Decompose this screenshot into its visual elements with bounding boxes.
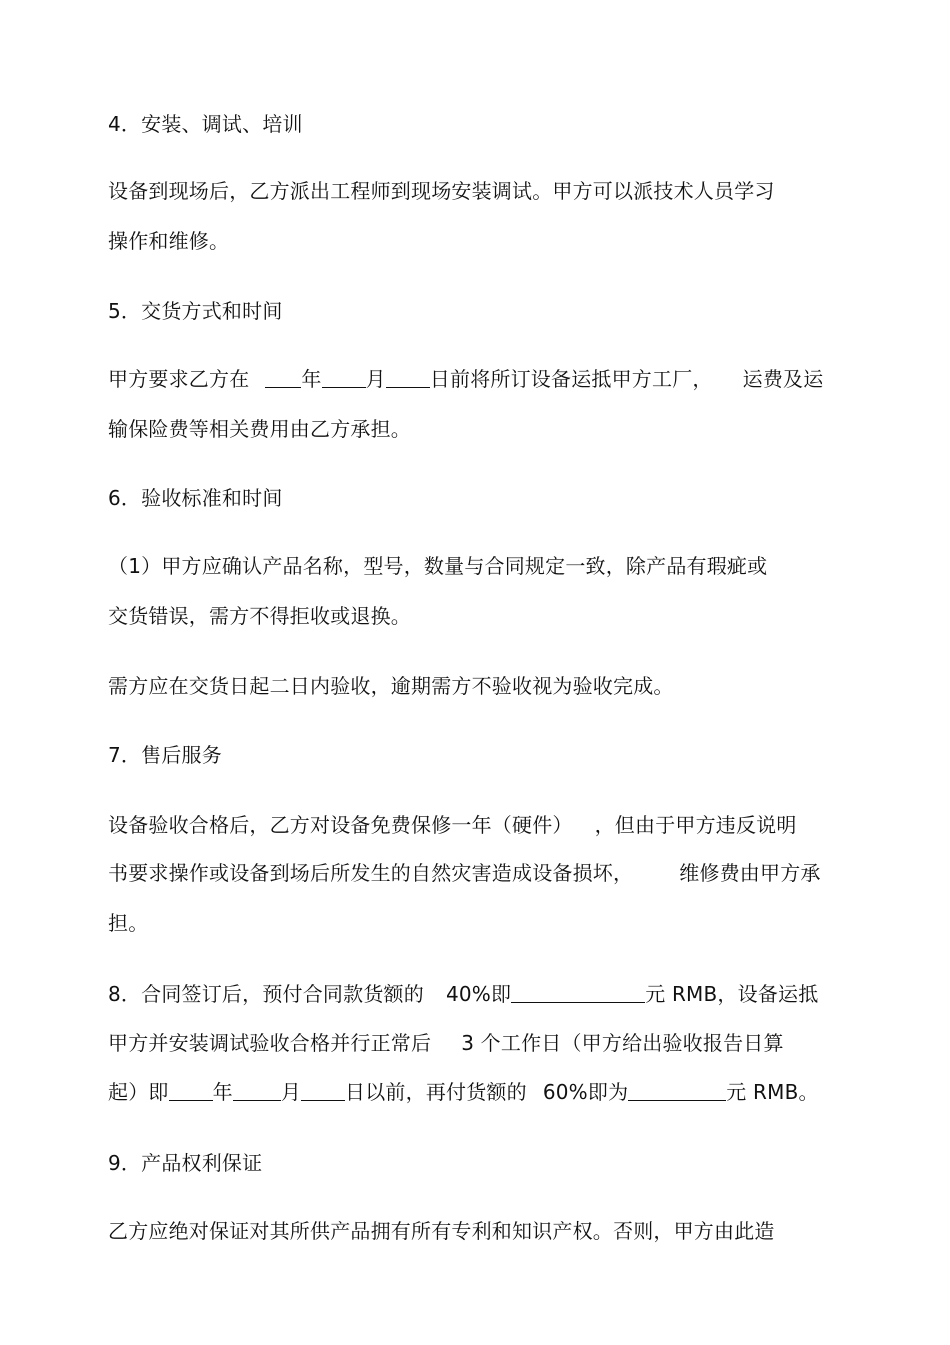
section-8-line-3 <box>108 1078 848 1106</box>
section-6-line-1: （1）甲方应确认产品名称，型号，数量与合同规定一致，除产品有瑕疵或 <box>108 554 768 578</box>
year-blank-2 <box>169 1080 213 1101</box>
section-7-line-2 <box>108 859 848 887</box>
section-6-heading: 6．验收标准和时间 <box>108 486 283 510</box>
section-8-line-1 <box>108 980 848 1008</box>
section-8-line-3-text-d: 元 RMB。 <box>726 1080 819 1104</box>
section-8-line-2 <box>108 1029 848 1057</box>
advance-amount-blank <box>511 982 645 1003</box>
section-5-line-1-text-a: 甲方要求乙方在 <box>108 367 250 391</box>
day-blank-2 <box>301 1080 345 1101</box>
section-7-line-1-text-a: 设备验收合格后，乙方对设备免费保修一年（硬件） <box>108 813 573 837</box>
section-5-line-1-text-c: 运费及运 <box>742 367 824 391</box>
section-8-line-1-text-c: 元 RMB，设备运抵 <box>645 982 819 1006</box>
section-8-line-1-text-b: 40%即 <box>445 982 512 1006</box>
month-label-2: 月 <box>280 1080 302 1104</box>
section-8-line-3-text-c: 60%即为 <box>542 1080 629 1104</box>
section-7-line-1 <box>108 811 848 839</box>
section-7-heading: 7．售后服务 <box>108 743 222 767</box>
section-7-line-1-text-b: ，但由于甲方违反说明 <box>594 813 797 837</box>
month-blank-2 <box>233 1080 281 1101</box>
month-label: 月 <box>365 367 386 391</box>
section-8-line-1-text-a: 8．合同签订后，预付合同款货额的 <box>108 982 424 1006</box>
month-blank <box>322 367 366 388</box>
balance-amount-blank <box>628 1080 726 1101</box>
section-9-heading: 9．产品权利保证 <box>108 1151 263 1175</box>
section-8-line-2-text-a: 甲方并安装调试验收合格并行正常后 <box>108 1031 432 1055</box>
section-7-line-2-text-a: 书要求操作或设备到场后所发生的自然灾害造成设备损坏， <box>108 861 634 885</box>
section-4-heading: 4．安装、调试、培训 <box>108 112 303 136</box>
section-8-line-2-text-b: 3 个工作日（甲方给出验收报告日算 <box>461 1031 784 1055</box>
section-5-line-1 <box>108 365 848 393</box>
section-4-line-1: 设备到现场后，乙方派出工程师到现场安装调试。甲方可以派技术人员学习 <box>108 179 775 203</box>
section-5-line-1-text-b: 日前将所订设备运抵甲方工厂， <box>429 367 713 391</box>
year-label-2: 年 <box>212 1080 233 1104</box>
year-blank <box>265 367 301 388</box>
section-6-line-2: 交货错误，需方不得拒收或退换。 <box>108 604 411 628</box>
section-4-line-2: 操作和维修。 <box>108 229 230 253</box>
section-8-line-3-text-a: 起）即 <box>108 1080 169 1104</box>
section-9-line-1: 乙方应绝对保证对其所供产品拥有所有专利和知识产权。否则，甲方由此造 <box>108 1219 775 1243</box>
section-5-heading: 5．交货方式和时间 <box>108 299 283 323</box>
section-6-line-3: 需方应在交货日起二日内验收，逾期需方不验收视为验收完成。 <box>108 674 674 698</box>
section-5-line-2: 输保险费等相关费用由乙方承担。 <box>108 417 411 441</box>
section-8-line-3-text-b: 日以前，再付货额的 <box>345 1080 527 1104</box>
section-7-line-2-text-b: 维修费由甲方承 <box>679 861 821 885</box>
section-7-line-3: 担。 <box>108 911 149 935</box>
day-blank <box>386 367 430 388</box>
year-label: 年 <box>301 367 322 391</box>
